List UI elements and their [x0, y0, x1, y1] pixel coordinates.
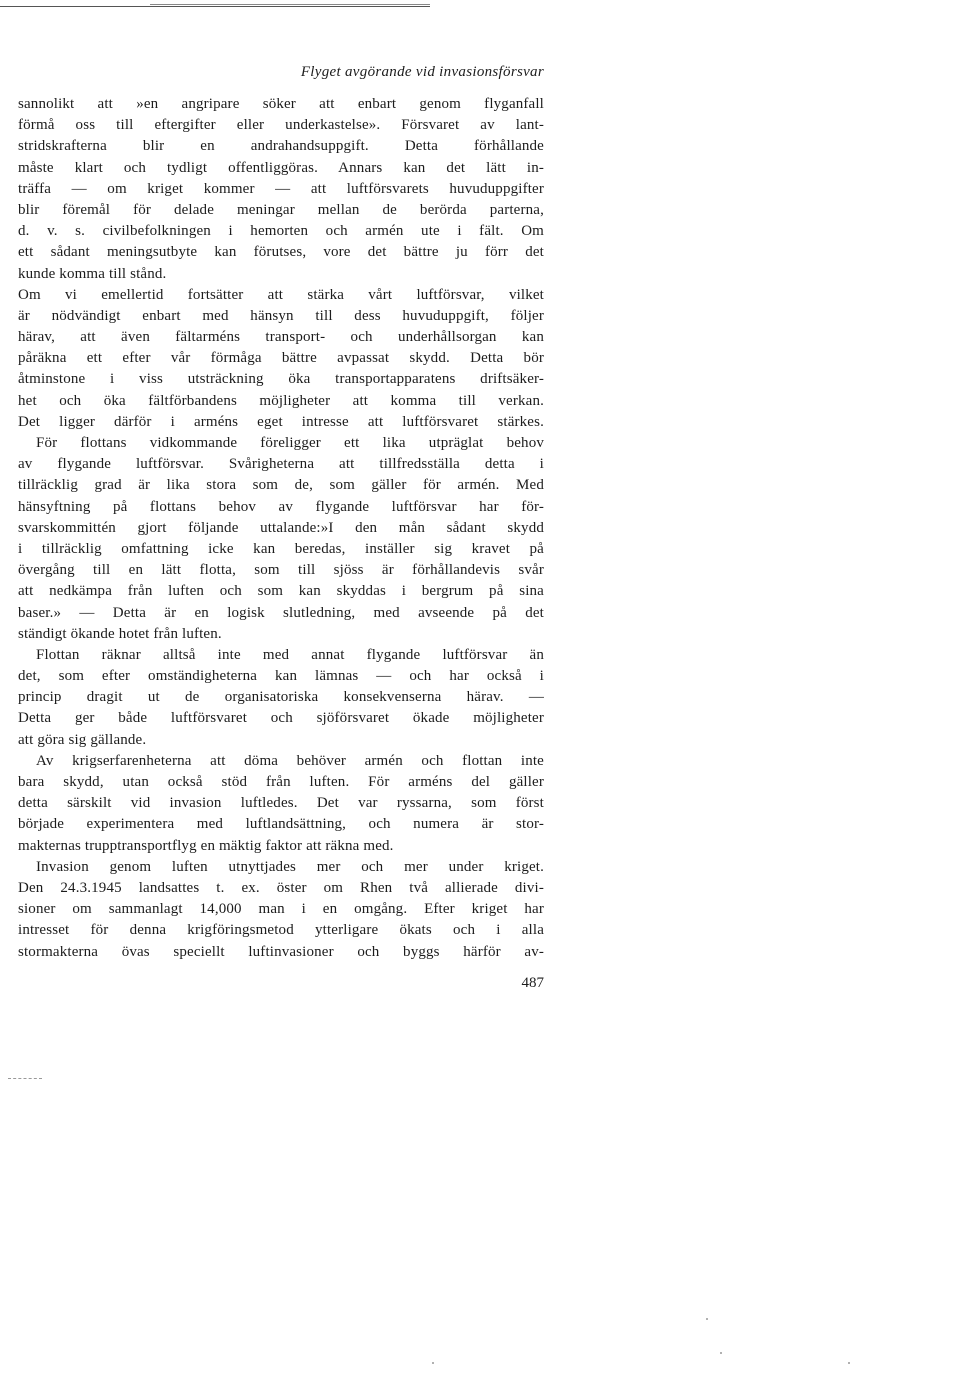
text-line: Av krigserfarenheterna att döma behöver armén och flottan inte: [36, 752, 544, 769]
text-line: av flygande luftförsvar. Svårigheterna att tillfredsställa detta i: [18, 456, 544, 473]
text-line: påräkna ett efter vår förmåga bättre avpassat skydd. Detta bör: [18, 350, 544, 367]
text-line: För flottans vidkommande föreligger ett lika utpräglat behov: [36, 435, 544, 451]
body-text: [18, 94, 544, 963]
text-line: svarskommittén gjort följande uttalande:»I den mån sådant skydd: [18, 519, 544, 536]
text-line: sioner om sammanlagt 14,000 man i en omgång. Efter kriget har: [18, 901, 544, 918]
text-line: stormakterna övas speciellt luftinvasioner och byggs härför av-: [18, 943, 544, 960]
text-line: Om vi emellertid fortsätter att stärka vårt luftförsvar, vilket: [18, 286, 544, 303]
text-line: åtminstone i viss utsträckning öka transportapparatens driftsäker-: [18, 371, 544, 388]
text-line: ett sådant meningsutbyte kan förutses, vore det bättre ju förr det: [18, 244, 544, 261]
running-head: Flyget avgörande vid invasionsförsvar: [300, 64, 544, 80]
page-number: 487: [521, 975, 544, 991]
text-line: Flottan räknar alltså inte med annat flygande luftförsvar än: [36, 646, 544, 663]
text-line: detta särskilt vid invasion luftledes. Det var ryssarna, som först: [18, 795, 544, 812]
text-line: makternas trupptransportflyg en mäktig faktor att räkna med.: [18, 837, 394, 854]
scan-speck: [848, 1362, 850, 1364]
text-line: övergång till en lätt flotta, som till sjöss är förhållandevis svår: [18, 562, 544, 579]
text-line: att göra sig gällande.: [18, 731, 147, 748]
text-line: är nödvändigt enbart med hänsyn till dess huvuduppgift, följer: [18, 307, 544, 324]
text-line: sannolikt att »en angripare söker att enbart genom flyganfall: [18, 96, 544, 112]
text-line: intresset för denna krigföringsmetod ytterligare ökats och i alla: [18, 922, 544, 939]
text-line: härav, att även fältarméns transport- och underhållsorgan kan: [18, 329, 544, 346]
text-line: började experimentera med luftlandsättning, och numera är stor-: [18, 816, 544, 833]
text-line: het och öka fältförbandens möjligheter att komma till verkan.: [18, 392, 544, 409]
text-line: bara skydd, utan också stöd från luften. För arméns del gäller: [18, 774, 544, 790]
text-line: tillräcklig grad är lika stora som de, som gäller för armén. Med: [18, 477, 544, 494]
text-line: baser.» — Detta är en logisk slutledning, med avseende på det: [18, 604, 544, 621]
scan-speck: [432, 1362, 434, 1364]
text-line: blir föremål för delade meningar mellan de berörda parterna,: [18, 201, 544, 218]
text-line: det, som efter omständigheterna kan lämnas — och har också i: [18, 668, 544, 685]
text-line: ständigt ökande hotet från luften.: [18, 625, 222, 642]
text-line: Detta ger både luftförsvaret och sjöförsvaret ökade möjligheter: [18, 710, 544, 727]
text-line: i tillräcklig omfattning icke kan beredas, inställer sig kravet på: [18, 540, 544, 557]
text-line: förmå oss till eftergifter eller underkastelse». Försvaret av lant-: [18, 117, 544, 134]
text-line: Den 24.3.1945 landsattes t. ex. öster om Rhen två allierade divi-: [18, 879, 544, 896]
text-line: att nedkämpa från luften och som kan skyddas i bergrum på sina: [18, 583, 544, 600]
scan-edge-rule: [0, 6, 430, 7]
scan-artifact-dash: [8, 1078, 42, 1079]
text-line: d. v. s. civilbefolkningen i hemorten och armén ute i fält. Om: [18, 223, 544, 240]
text-line: kunde komma till stånd.: [18, 265, 167, 282]
text-line: Det ligger därför i arméns eget intresse att luftförsvaret stärkes.: [18, 413, 544, 430]
text-line: måste klart och tydligt offentliggöras. Annars kan det lätt in-: [18, 159, 544, 176]
text-line: princip dragit ut de organisatoriska konsekvenserna härav. —: [18, 689, 544, 706]
text-line: stridskrafterna blir en andrahandsuppgift. Detta förhållande: [18, 138, 544, 155]
text-line: Invasion genom luften utnyttjades mer och mer under kriget.: [36, 858, 544, 875]
scan-speck: [706, 1318, 708, 1320]
text-line: träffa — om kriget kommer — att luftförsvarets huvuduppgifter: [18, 180, 544, 197]
text-line: hänsyftning på flottans behov av flygande luftförsvar har för-: [18, 498, 544, 515]
scan-speck: [720, 1352, 722, 1354]
